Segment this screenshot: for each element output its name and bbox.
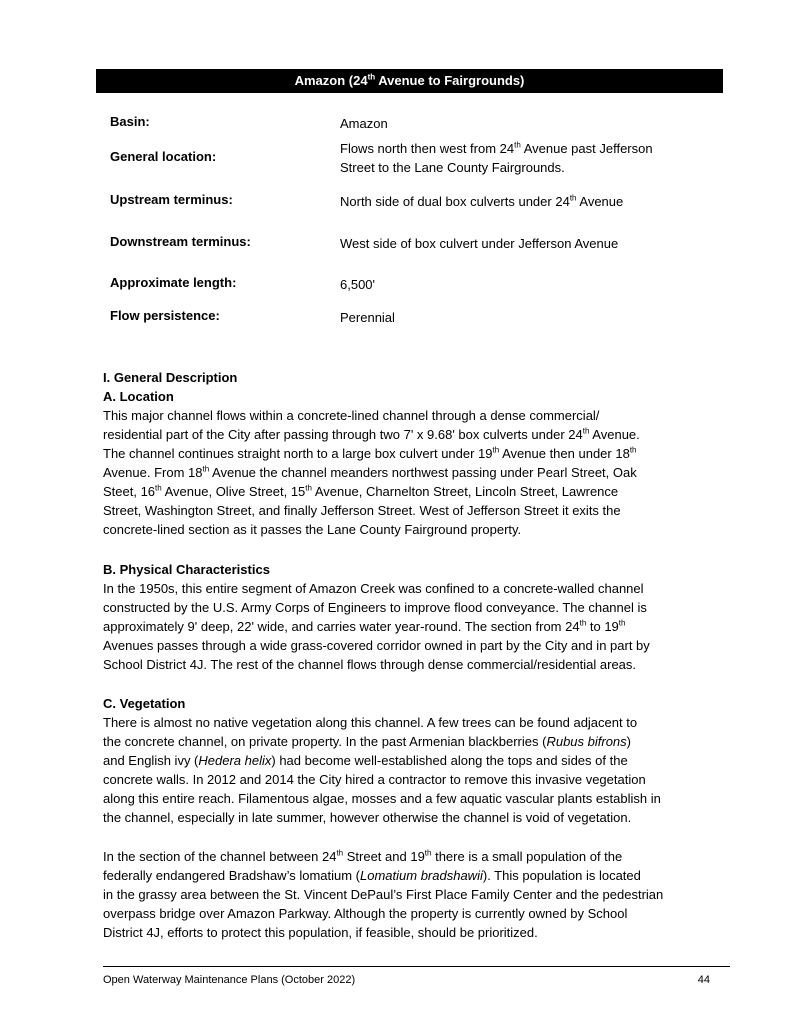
length-value: 6,500'	[340, 277, 376, 292]
section-title-bar	[96, 69, 723, 93]
upstream-label: Upstream terminus:	[110, 192, 233, 207]
basin-label: Basin:	[110, 114, 150, 129]
title-superscript: th	[367, 72, 376, 82]
paragraph-line: and English ivy (Hedera helix) had become well-established along the tops and sides of the	[103, 753, 628, 768]
paragraph-line: District 4J, efforts to protect this population, if feasible, should be prioritized.	[103, 925, 538, 940]
basin-value: Amazon	[340, 116, 388, 131]
paragraph-line: There is almost no native vegetation along this channel. A few trees can be found adjacent to	[103, 715, 638, 730]
paragraph-line: In the 1950s, this entire segment of Amazon Creek was confined to a concrete-walled channel	[103, 581, 644, 596]
vegetation-section	[103, 694, 720, 827]
footer-document-title: Open Waterway Maintenance Plans (October 2022)	[103, 974, 356, 986]
paragraph-line: constructed by the U.S. Army Corps of Engineers to improve flood conveyance. The channel is	[103, 600, 647, 615]
paragraph-line: Street, Washington Street, and finally Jefferson Street. West of Jefferson Street it exits the	[103, 503, 621, 518]
title-text-start: Amazon (24	[294, 73, 368, 88]
paragraph-line: concrete-lined section as it passes the Lane County Fairground property.	[103, 522, 522, 537]
paragraph-line: residential part of the City after passing through two 7' x 9.68' box culverts under 24th Avenue.	[103, 426, 640, 442]
flow-value: Perennial	[340, 310, 395, 325]
paragraph-line: approximately 9' deep, 22' wide, and carries water year-round. The section from 24th to 19th	[103, 618, 626, 634]
location-line-1: Flows north then west from 24th Avenue past Jefferson	[340, 140, 653, 156]
section-heading: B. Physical Characteristics	[103, 562, 270, 577]
title-text-end: Avenue to Fairgrounds)	[375, 73, 525, 88]
upstream-value: North side of dual box culverts under 24th Avenue	[340, 193, 624, 209]
location-subheading: A. Location	[103, 389, 174, 404]
paragraph-line: concrete walls. In 2012 and 2014 the City hired a contractor to remove this invasive vegetation	[103, 772, 646, 787]
paragraph-line: Avenue. From 18th Avenue the channel meanders northwest passing under Pearl Street, Oak	[103, 464, 637, 480]
paragraph-line: the channel, especially in late summer, however otherwise the channel is void of vegetation.	[103, 810, 632, 825]
general-description-section	[103, 368, 720, 539]
page-number: 44	[697, 974, 710, 986]
downstream-label: Downstream terminus:	[110, 234, 251, 249]
paragraph-line: in the grassy area between the St. Vincent DePaul’s First Place Family Center and the pedestrian	[103, 887, 664, 902]
location-value	[340, 139, 700, 177]
vegetation-paragraph-2	[103, 847, 720, 942]
location-label: General location:	[110, 149, 217, 164]
paragraph-line: along this entire reach. Filamentous algae, mosses and a few aquatic vascular plants establish in	[103, 791, 661, 806]
paragraph-line: School District 4J. The rest of the channel flows through dense commercial/residential areas.	[103, 657, 637, 672]
paragraph-line: The channel continues straight north to a large box culvert under 19th Avenue then under 18th	[103, 445, 637, 461]
footer-divider	[103, 966, 730, 967]
paragraph-line: Steet, 16th Avenue, Olive Street, 15th Avenue, Charnelton Street, Lincoln Street, Lawrence	[103, 483, 619, 499]
location-line-2: Street to the Lane County Fairgrounds.	[340, 160, 565, 175]
paragraph-line: This major channel flows within a concrete-lined channel through a dense commercial/	[103, 408, 600, 423]
downstream-value: West side of box culvert under Jefferson Avenue	[340, 236, 619, 251]
section-heading: I. General Description	[103, 370, 238, 385]
paragraph-line: In the section of the channel between 24th Street and 19th there is a small population of the	[103, 848, 623, 864]
paragraph-line: Avenues passes through a wide grass-covered corridor owned in part by the City and in part by	[103, 638, 650, 653]
paragraph-line: the concrete channel, on private property. In the past Armenian blackberries (Rubus bifrons)	[103, 734, 632, 749]
paragraph-line: federally endangered Bradshaw’s lomatium (Lomatium bradshawii). This population is located	[103, 868, 641, 883]
flow-label: Flow persistence:	[110, 308, 220, 323]
paragraph-line: overpass bridge over Amazon Parkway. Although the property is currently owned by School	[103, 906, 628, 921]
length-label: Approximate length:	[110, 275, 237, 290]
physical-characteristics-section	[103, 560, 720, 674]
section-heading: C. Vegetation	[103, 696, 186, 711]
